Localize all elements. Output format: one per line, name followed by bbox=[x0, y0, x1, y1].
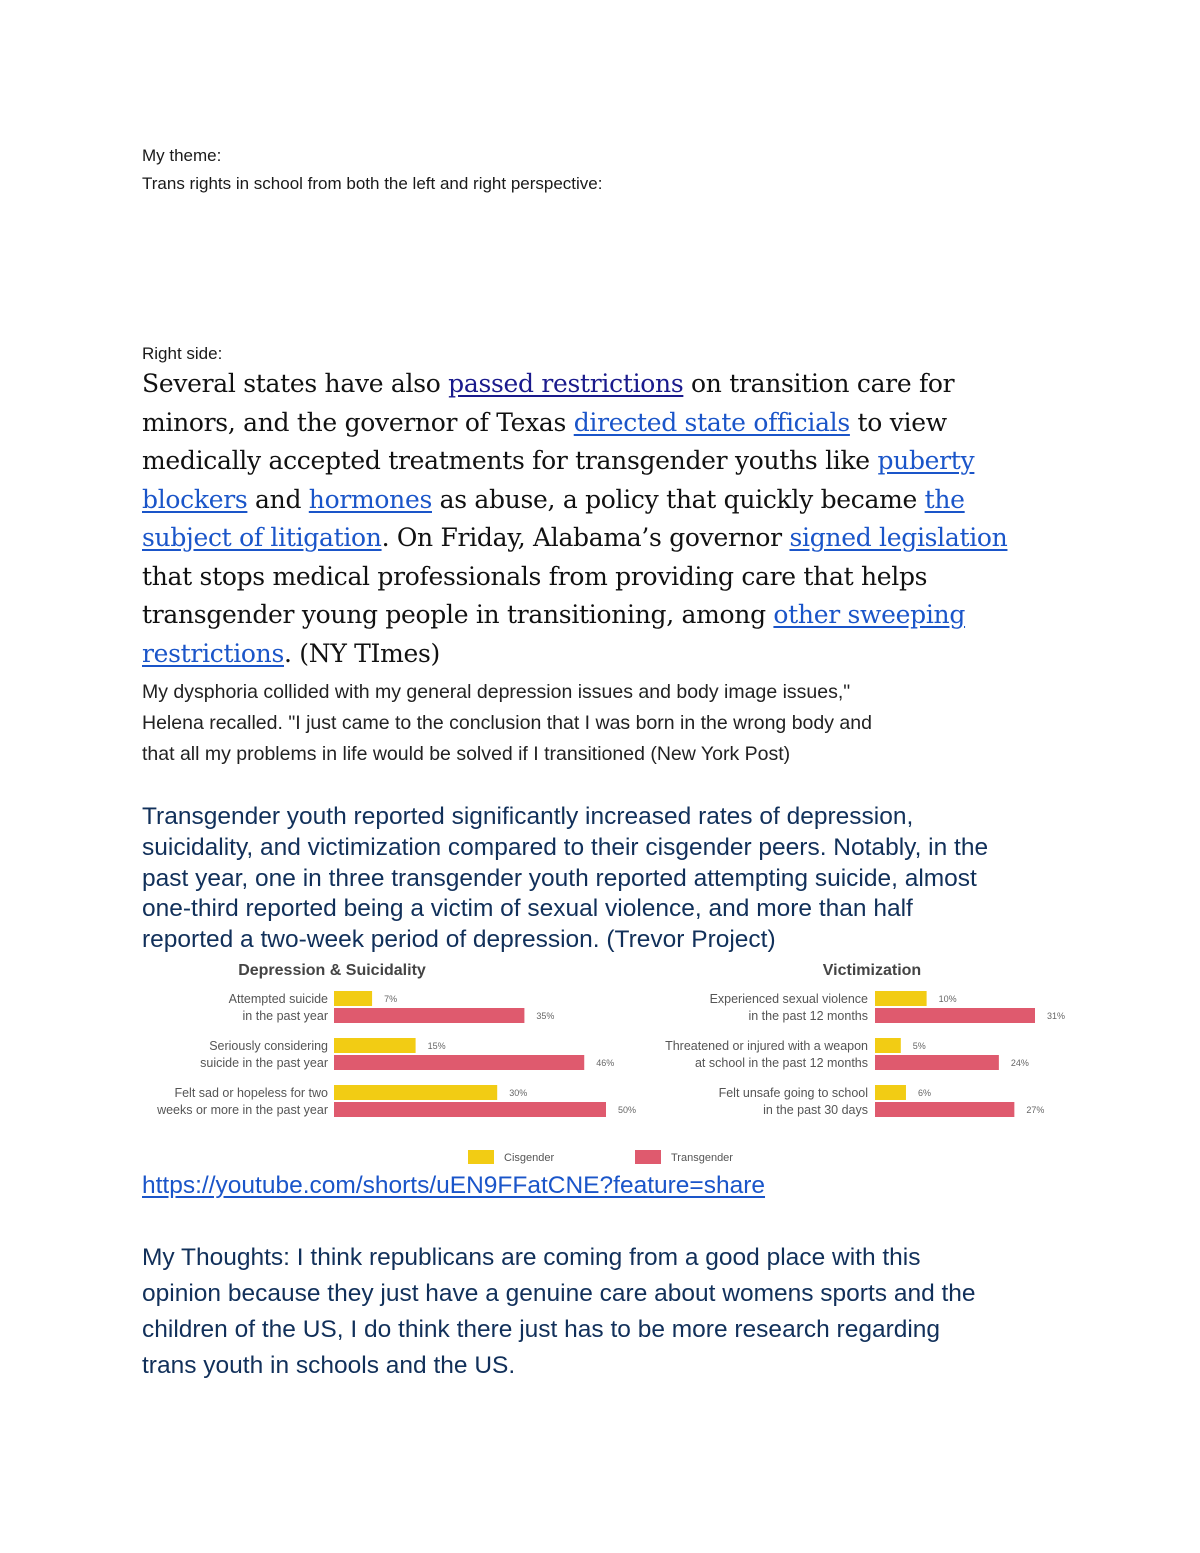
data-label: 30% bbox=[509, 1088, 528, 1098]
youtube-link[interactable]: https://youtube.com/shorts/uEN9FFatCNE?feature=share bbox=[142, 1172, 766, 1199]
nyt-inline-link[interactable]: the bbox=[924, 484, 965, 514]
nyt-inline-link[interactable]: passed restrictions bbox=[448, 369, 684, 398]
post-quote-line: My dysphoria collided with my general depression issues and body image issues," bbox=[142, 681, 851, 703]
victimization-chart bbox=[640, 955, 1070, 1130]
nyt-inline-link[interactable]: blockers bbox=[142, 484, 248, 514]
nyt-text: . (NY TImes) bbox=[284, 638, 441, 668]
nyt-quote-line bbox=[142, 635, 1072, 674]
new-york-post-quote bbox=[142, 677, 1082, 770]
data-label: 5% bbox=[912, 1041, 926, 1051]
bar-cisgender bbox=[875, 1085, 906, 1100]
nyt-quote-line bbox=[142, 365, 1072, 404]
post-quote-line: Helena recalled. "I just came to the conclusion that I was born in the wrong body and bbox=[142, 712, 872, 734]
trevor-project-quote bbox=[142, 802, 1102, 956]
category-label: Felt unsafe going to school bbox=[718, 1086, 868, 1100]
data-label: 27% bbox=[1026, 1105, 1045, 1115]
bar-transgender bbox=[875, 1102, 1014, 1117]
trevor-quote-line: past year, one in three transgender youth reported attempting suicide, almost bbox=[142, 864, 977, 892]
category-label: in the past 30 days bbox=[763, 1103, 868, 1117]
nyt-inline-link[interactable]: other sweeping bbox=[773, 600, 966, 629]
bar-cisgender bbox=[334, 991, 372, 1006]
data-label: 46% bbox=[596, 1058, 615, 1068]
data-label: 31% bbox=[1047, 1011, 1066, 1021]
thoughts-line: My Thoughts: I think republicans are coming from a good place with this bbox=[142, 1244, 921, 1271]
legend-swatch-transgender bbox=[635, 1150, 661, 1164]
nyt-quote bbox=[142, 365, 1072, 673]
category-label: Threatened or injured with a weapon bbox=[665, 1039, 868, 1053]
trevor-quote-line: Transgender youth reported significantly increased rates of depression, bbox=[142, 803, 914, 830]
category-label: suicide in the past year bbox=[200, 1056, 328, 1070]
nyt-inline-link[interactable]: hormones bbox=[308, 484, 432, 514]
nyt-quote-line bbox=[142, 404, 1072, 443]
category-label: weeks or more in the past year bbox=[157, 1103, 328, 1117]
data-label: 24% bbox=[1010, 1058, 1029, 1068]
legend-label: Transgender bbox=[671, 1152, 733, 1164]
nyt-text: as abuse, a policy that quickly became bbox=[431, 484, 925, 514]
chart-title: Depression & Suicidality bbox=[238, 962, 426, 979]
nyt-text: and bbox=[247, 484, 309, 514]
nyt-inline-link[interactable]: puberty bbox=[877, 446, 975, 475]
post-quote-line: that all my problems in life would be solved if I transitioned (New York Post) bbox=[142, 743, 791, 765]
bar-transgender bbox=[334, 1102, 606, 1117]
nyt-quote-line bbox=[142, 558, 1072, 597]
trevor-quote-line: one-third reported being a victim of sexual violence, and more than half bbox=[142, 895, 913, 923]
thoughts-line: trans youth in schools and the US. bbox=[142, 1352, 516, 1379]
data-label: 35% bbox=[536, 1011, 555, 1021]
nyt-text: transgender young people in transitioning, among bbox=[142, 600, 774, 629]
category-label: at school in the past 12 months bbox=[694, 1056, 868, 1070]
nyt-text: minors, and the governor of Texas bbox=[142, 407, 574, 437]
bar-transgender bbox=[875, 1008, 1035, 1023]
nyt-quote-line bbox=[142, 442, 1072, 481]
data-label: 15% bbox=[427, 1041, 446, 1051]
right-side-label: Right side: bbox=[142, 344, 223, 363]
bar-cisgender bbox=[334, 1038, 416, 1053]
nyt-text: Several states have also bbox=[142, 369, 449, 398]
my-thoughts bbox=[142, 1240, 1102, 1384]
nyt-text: . On Friday, Alabama’s governor bbox=[381, 523, 790, 552]
thoughts-line: opinion because they just have a genuine care about womens sports and the bbox=[142, 1280, 976, 1307]
bar-transgender bbox=[334, 1055, 584, 1070]
bar-cisgender bbox=[334, 1085, 497, 1100]
chart-title: Victimization bbox=[822, 962, 922, 979]
category-label: in the past 12 months bbox=[748, 1009, 868, 1023]
thoughts-line: children of the US, I do think there just has to be more research regarding bbox=[142, 1316, 941, 1343]
category-label: Attempted suicide bbox=[228, 992, 328, 1006]
category-label: in the past year bbox=[242, 1009, 328, 1023]
category-label: Experienced sexual violence bbox=[709, 992, 868, 1006]
nyt-quote-line bbox=[142, 596, 1072, 635]
nyt-text: on transition care for bbox=[683, 369, 955, 398]
bar-cisgender bbox=[875, 1038, 901, 1053]
nyt-inline-link[interactable]: restrictions bbox=[142, 638, 284, 668]
nyt-quote-line bbox=[142, 481, 1072, 520]
trevor-quote-line: suicidality, and victimization compared to their cisgender peers. Notably, in the bbox=[142, 833, 989, 861]
legend-swatch-cisgender bbox=[468, 1150, 494, 1164]
bar-transgender bbox=[334, 1008, 524, 1023]
bar-transgender bbox=[875, 1055, 999, 1070]
nyt-text: medically accepted treatments for transgender youths like bbox=[142, 446, 878, 475]
category-label: Seriously considering bbox=[209, 1039, 328, 1053]
depression-suicidality-chart bbox=[134, 955, 637, 1130]
data-label: 6% bbox=[917, 1088, 931, 1098]
legend-label: Cisgender bbox=[504, 1152, 555, 1164]
nyt-text: that stops medical professionals from providing care that helps bbox=[142, 561, 928, 591]
data-label: 7% bbox=[384, 994, 398, 1004]
data-label: 50% bbox=[618, 1105, 637, 1115]
theme-text: Trans rights in school from both the left and right perspective: bbox=[142, 174, 603, 193]
nyt-inline-link[interactable]: directed state officials bbox=[573, 407, 850, 437]
category-label: Felt sad or hopeless for two bbox=[174, 1086, 328, 1100]
bar-cisgender bbox=[875, 991, 927, 1006]
trevor-quote-line: reported a two-week period of depression. (Trevor Project) bbox=[142, 926, 776, 954]
nyt-inline-link[interactable]: subject of litigation bbox=[142, 523, 382, 552]
nyt-quote-line bbox=[142, 519, 1072, 558]
theme-label: My theme: bbox=[142, 146, 222, 165]
nyt-text: to view bbox=[849, 407, 947, 437]
nyt-inline-link[interactable]: signed legislation bbox=[789, 523, 1008, 552]
data-label: 10% bbox=[938, 994, 957, 1004]
